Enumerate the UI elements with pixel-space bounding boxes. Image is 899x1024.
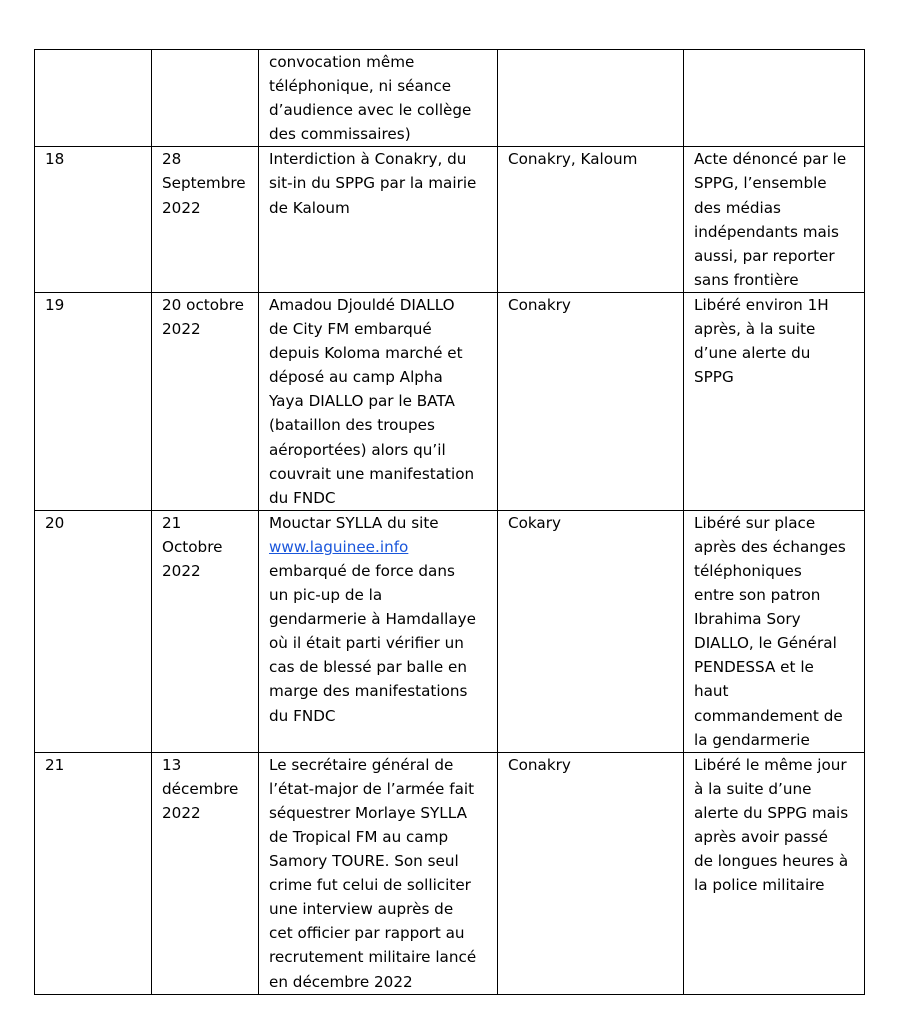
row-outcome: Acte dénoncé par le SPPG, l’ensemble des médias indépendants mais aussi, par reporter sans frontière [694,150,847,289]
cell-outcome [684,510,865,752]
table-row [35,292,865,510]
row-place: Cokary [508,513,561,532]
cell-outcome [684,292,865,510]
row-number: 18 [45,150,65,169]
row-outcome: Libéré sur place après des échanges téléphoniques entre son patron Ibrahima Sory DIALLO, le Général PENDESSA et le haut commandement de la gendarmerie [694,513,846,749]
cell-date [152,752,259,994]
cell-date [152,510,259,752]
cell-number [35,510,152,752]
row-date: 28 Septembre 2022 [162,150,246,217]
cell-place [498,50,684,147]
incident-table [34,49,865,995]
row-place: Conakry [508,295,571,314]
row-number: 21 [45,755,65,774]
row-number: 20 [45,513,65,532]
table-row [35,510,865,752]
cell-number [35,147,152,293]
row-place: Conakry, Kaloum [508,150,638,169]
cell-event [259,752,498,994]
cell-outcome [684,752,865,994]
site-link[interactable]: www.laguinee.info [269,537,409,556]
cell-place [498,292,684,510]
table-row [35,50,865,147]
cell-number [35,292,152,510]
row-event: Amadou Djouldé DIALLO de City FM embarqué depuis Koloma marché et déposé au camp Alpha Yaya DIALLO par le BATA (bataillon des troupes aéroportées) alors qu’il couvrait une manifestation du FNDC [269,295,475,507]
cell-place [498,752,684,994]
cell-number [35,50,152,147]
cell-outcome [684,50,865,147]
row-event: convocation même téléphonique, ni séance d’audience avec le collège des commissaires) [269,53,472,144]
row-date: 13 décembre 2022 [162,755,239,822]
cell-number [35,752,152,994]
row-outcome: Libéré environ 1H après, à la suite d’une alerte du SPPG [694,295,829,387]
row-event: Mouctar SYLLA du site [269,513,439,532]
row-event: Le secrétaire général de l’état-major de l’armée fait séquestrer Morlaye SYLLA de Tropical FM au camp Samory TOURE. Son seul crime fut celui de solliciter une interview auprès de cet officier par rapport au recrutement militaire lancé en décembre 2022 [269,755,477,991]
cell-date [152,147,259,293]
cell-date [152,292,259,510]
cell-outcome [684,147,865,293]
cell-event [259,147,498,293]
table-row [35,752,865,994]
cell-event [259,50,498,147]
cell-place [498,147,684,293]
cell-place [498,510,684,752]
row-date: 20 octobre 2022 [162,295,244,339]
row-event: Interdiction à Conakry, du sit-in du SPPG par la mairie de Kaloum [269,150,477,217]
cell-date [152,50,259,147]
row-outcome: Libéré le même jour à la suite d’une alerte du SPPG mais après avoir passé de longues heures à la police militaire [694,755,849,895]
cell-event [259,292,498,510]
row-event-continued: embarqué de force dans un pic-up de la gendarmerie à Hamdallaye où il était parti vérifier un cas de blessé par balle en marge des manifestations du FNDC [269,561,476,725]
row-number: 19 [45,295,65,314]
row-date: 21 Octobre 2022 [162,513,223,580]
table-row [35,147,865,293]
row-place: Conakry [508,755,571,774]
cell-event [259,510,498,752]
